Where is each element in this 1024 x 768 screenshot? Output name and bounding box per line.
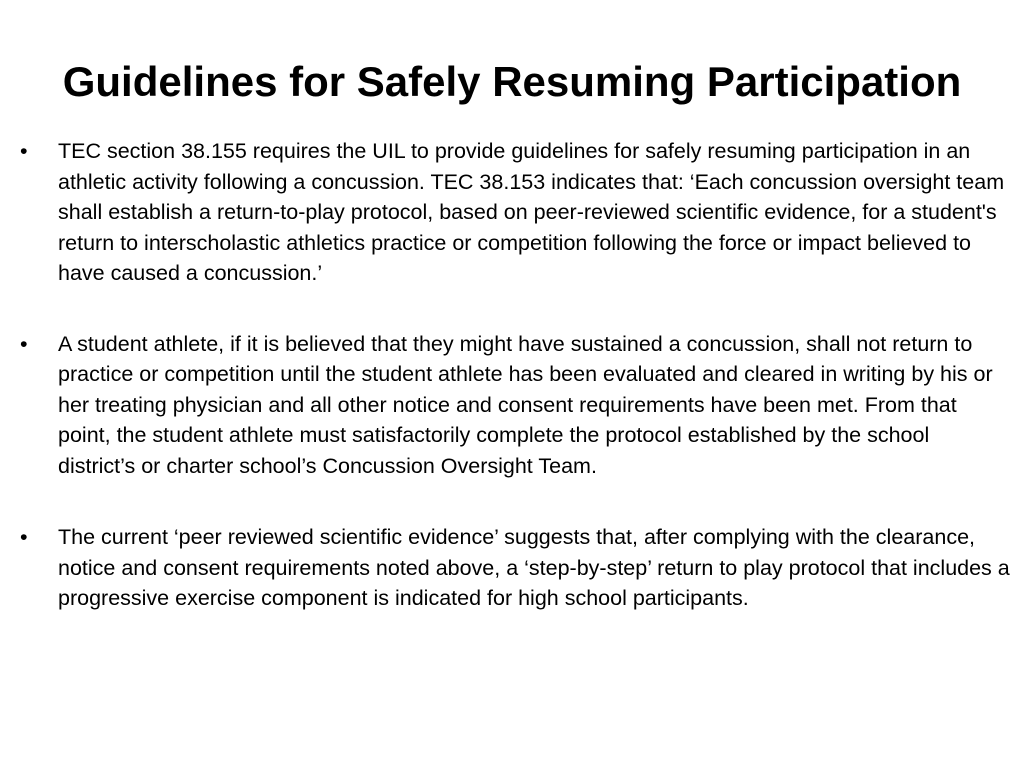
slide-title: Guidelines for Safely Resuming Participation: [62, 58, 962, 105]
bullet-text: TEC section 38.155 requires the UIL to provide guidelines for safely resuming participation in an athletic activity following a concussion. TEC 38.153 indicates that: ‘Each concussion oversight team shall establish a return-to-play protocol, based on peer-reviewed scientific evidence, for a student's return to interscholastic athletics practice or competition following the force or impact believed to have caused a concussion.’: [58, 139, 1005, 285]
bullet-item-1: [0, 136, 1024, 289]
bullet-marker-icon: •: [20, 139, 28, 163]
bullet-text: The current ‘peer reviewed scientific evidence’ suggests that, after complying with the clearance, notice and consent requirements noted above, a ‘step-by-step’ return to play protocol that includes a progressive exercise component is indicated for high school participants.: [58, 525, 1010, 610]
bullet-item-3: [0, 522, 1024, 614]
bullet-text: A student athlete, if it is believed that they might have sustained a concussion, shall not return to practice or competition until the student athlete has been evaluated and cleared in writing by his or her treating physician and all other notice and consent requirements have been met. From that point, the student athlete must satisfactorily complete the protocol established by the school district’s or charter school’s Concussion Oversight Team.: [58, 331, 993, 478]
bullet-list: [0, 136, 1024, 654]
bullet-marker-icon: •: [20, 331, 28, 356]
bullet-item-2: [0, 329, 1024, 482]
bullet-marker-icon: •: [20, 525, 28, 549]
